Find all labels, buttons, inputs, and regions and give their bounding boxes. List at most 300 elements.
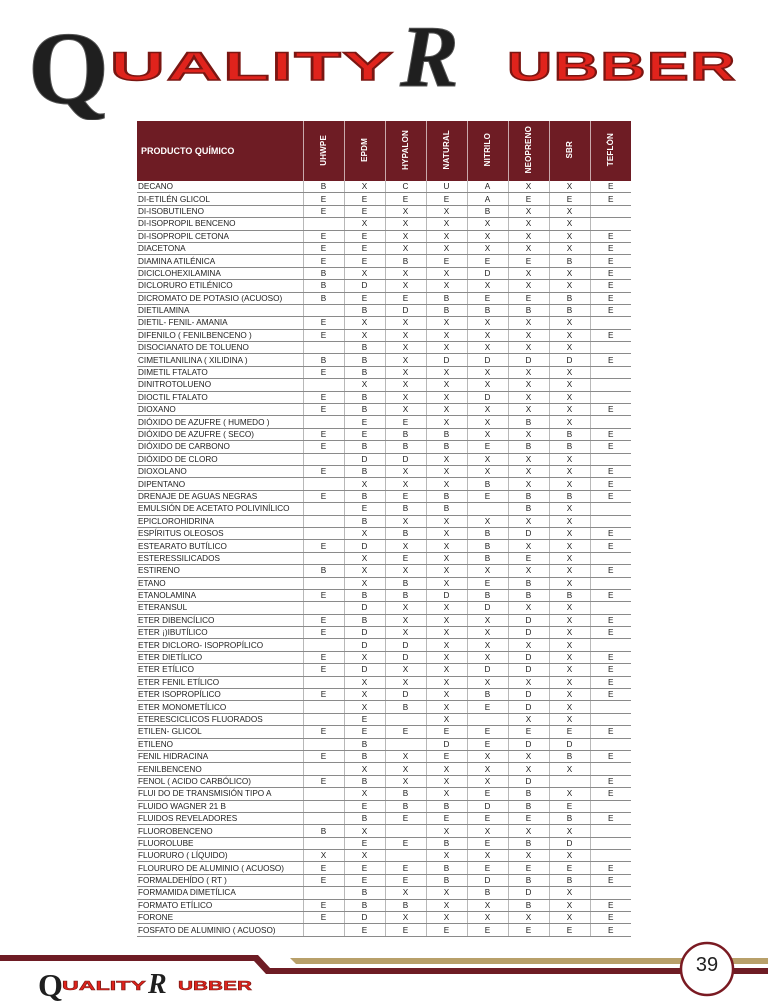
cell-nitrilo: X bbox=[467, 750, 508, 762]
cell-natural: E bbox=[426, 812, 467, 824]
cell-teflon bbox=[590, 379, 631, 391]
cell-epdm: E bbox=[344, 503, 385, 515]
cell-hypalon: E bbox=[385, 416, 426, 428]
cell-epdm: E bbox=[344, 242, 385, 254]
cell-neopreno: X bbox=[508, 366, 549, 378]
cell-uhwpe: E bbox=[303, 391, 344, 403]
cell-nitrilo: X bbox=[467, 242, 508, 254]
cell-natural: D bbox=[426, 738, 467, 750]
cell-chemical-name: DIETILAMINA bbox=[137, 304, 303, 316]
cell-sbr: X bbox=[549, 614, 590, 626]
cell-chemical-name: ETER DICLORO- ISOPROPÍLICO bbox=[137, 639, 303, 651]
cell-epdm: B bbox=[344, 812, 385, 824]
cell-epdm: X bbox=[344, 689, 385, 701]
cell-uhwpe: E bbox=[303, 465, 344, 477]
cell-chemical-name: FORMAMIDA DIMETÍLICA bbox=[137, 887, 303, 899]
cell-sbr: X bbox=[549, 230, 590, 242]
cell-uhwpe: B bbox=[303, 354, 344, 366]
cell-sbr: X bbox=[549, 181, 590, 193]
cell-sbr: X bbox=[549, 577, 590, 589]
cell-neopreno: X bbox=[508, 478, 549, 490]
cell-sbr: X bbox=[549, 267, 590, 279]
cell-nitrilo: E bbox=[467, 292, 508, 304]
cell-nitrilo: X bbox=[467, 366, 508, 378]
header-epdm: EPDM bbox=[344, 121, 385, 181]
cell-hypalon: E bbox=[385, 292, 426, 304]
cell-natural: X bbox=[426, 342, 467, 354]
cell-uhwpe: E bbox=[303, 874, 344, 886]
cell-nitrilo: E bbox=[467, 441, 508, 453]
cell-neopreno: X bbox=[508, 602, 549, 614]
cell-uhwpe: B bbox=[303, 181, 344, 193]
cell-nitrilo: A bbox=[467, 181, 508, 193]
cell-chemical-name: DECANO bbox=[137, 181, 303, 193]
cell-sbr: X bbox=[549, 651, 590, 663]
cell-teflon bbox=[590, 825, 631, 837]
cell-uhwpe bbox=[303, 788, 344, 800]
table-row bbox=[137, 577, 631, 589]
cell-nitrilo: X bbox=[467, 230, 508, 242]
table-row bbox=[137, 218, 631, 230]
cell-sbr: X bbox=[549, 391, 590, 403]
cell-nitrilo: X bbox=[467, 379, 508, 391]
logo-q-letter: Q bbox=[28, 11, 109, 120]
cell-uhwpe: E bbox=[303, 664, 344, 676]
cell-neopreno: D bbox=[508, 887, 549, 899]
cell-chemical-name: DIÓXIDO DE CLORO bbox=[137, 453, 303, 465]
cell-hypalon: E bbox=[385, 490, 426, 502]
cell-neopreno: X bbox=[508, 465, 549, 477]
table-row bbox=[137, 750, 631, 762]
table-row bbox=[137, 428, 631, 440]
cell-epdm: X bbox=[344, 329, 385, 341]
cell-hypalon: B bbox=[385, 899, 426, 911]
cell-hypalon: C bbox=[385, 181, 426, 193]
cell-nitrilo: D bbox=[467, 267, 508, 279]
cell-teflon: E bbox=[590, 255, 631, 267]
cell-chemical-name: DIOXOLANO bbox=[137, 465, 303, 477]
cell-uhwpe: B bbox=[303, 292, 344, 304]
header-uhwpe: UHWPE bbox=[303, 121, 344, 181]
cell-neopreno: D bbox=[508, 354, 549, 366]
cell-chemical-name: DIÓXIDO DE AZUFRE ( SECO) bbox=[137, 428, 303, 440]
cell-uhwpe bbox=[303, 924, 344, 936]
cell-nitrilo: B bbox=[467, 540, 508, 552]
cell-teflon: E bbox=[590, 540, 631, 552]
cell-chemical-name: DIÓXIDO DE AZUFRE ( HUMEDO ) bbox=[137, 416, 303, 428]
table-row bbox=[137, 639, 631, 651]
cell-teflon: E bbox=[590, 490, 631, 502]
cell-uhwpe: E bbox=[303, 912, 344, 924]
cell-nitrilo bbox=[467, 713, 508, 725]
cell-epdm: D bbox=[344, 639, 385, 651]
cell-sbr: X bbox=[549, 366, 590, 378]
cell-teflon: E bbox=[590, 465, 631, 477]
table-row bbox=[137, 912, 631, 924]
cell-epdm: E bbox=[344, 193, 385, 205]
cell-teflon bbox=[590, 317, 631, 329]
cell-chemical-name: DICROMATO DE POTASIO (ACUOSO) bbox=[137, 292, 303, 304]
cell-natural: D bbox=[426, 589, 467, 601]
cell-sbr: X bbox=[549, 404, 590, 416]
table-row bbox=[137, 242, 631, 254]
cell-nitrilo: D bbox=[467, 800, 508, 812]
cell-teflon bbox=[590, 342, 631, 354]
cell-uhwpe bbox=[303, 738, 344, 750]
table-row bbox=[137, 812, 631, 824]
chemical-resistance-table bbox=[137, 121, 631, 937]
cell-teflon bbox=[590, 837, 631, 849]
table-row bbox=[137, 317, 631, 329]
cell-uhwpe bbox=[303, 527, 344, 539]
cell-chemical-name: ETANO bbox=[137, 577, 303, 589]
cell-epdm: E bbox=[344, 255, 385, 267]
cell-natural: B bbox=[426, 874, 467, 886]
cell-hypalon: B bbox=[385, 701, 426, 713]
cell-chemical-name: DIOCTIL FTALATO bbox=[137, 391, 303, 403]
cell-natural: X bbox=[426, 713, 467, 725]
cell-chemical-name: DIÓXIDO DE CARBONO bbox=[137, 441, 303, 453]
cell-natural: X bbox=[426, 577, 467, 589]
cell-chemical-name: DRENAJE DE AGUAS NEGRAS bbox=[137, 490, 303, 502]
cell-nitrilo: E bbox=[467, 701, 508, 713]
cell-natural: X bbox=[426, 230, 467, 242]
cell-uhwpe bbox=[303, 478, 344, 490]
cell-natural: X bbox=[426, 825, 467, 837]
cell-uhwpe bbox=[303, 763, 344, 775]
cell-neopreno: X bbox=[508, 379, 549, 391]
cell-natural: E bbox=[426, 750, 467, 762]
cell-nitrilo: X bbox=[467, 825, 508, 837]
table-row bbox=[137, 478, 631, 490]
cell-uhwpe bbox=[303, 602, 344, 614]
cell-sbr: X bbox=[549, 342, 590, 354]
cell-sbr: X bbox=[549, 242, 590, 254]
cell-teflon bbox=[590, 577, 631, 589]
cell-neopreno: X bbox=[508, 404, 549, 416]
cell-hypalon: X bbox=[385, 329, 426, 341]
table-row bbox=[137, 342, 631, 354]
cell-sbr: X bbox=[549, 899, 590, 911]
cell-hypalon: X bbox=[385, 218, 426, 230]
table-row bbox=[137, 255, 631, 267]
cell-natural: X bbox=[426, 527, 467, 539]
cell-natural: X bbox=[426, 788, 467, 800]
table-row bbox=[137, 379, 631, 391]
cell-epdm: B bbox=[344, 490, 385, 502]
cell-chemical-name: DI-ISOPROPIL CETONA bbox=[137, 230, 303, 242]
cell-natural: B bbox=[426, 441, 467, 453]
table-row bbox=[137, 738, 631, 750]
cell-uhwpe: E bbox=[303, 899, 344, 911]
cell-epdm: X bbox=[344, 218, 385, 230]
cell-chemical-name: ETER ISOPROPÍLICO bbox=[137, 689, 303, 701]
cell-chemical-name: FOSFATO DE ALUMINIO ( ACUOSO) bbox=[137, 924, 303, 936]
table-row bbox=[137, 589, 631, 601]
cell-nitrilo: X bbox=[467, 565, 508, 577]
cell-neopreno: D bbox=[508, 689, 549, 701]
cell-neopreno: X bbox=[508, 763, 549, 775]
cell-epdm: B bbox=[344, 366, 385, 378]
cell-chemical-name: DIETIL- FENIL- AMANIA bbox=[137, 317, 303, 329]
cell-teflon: E bbox=[590, 874, 631, 886]
cell-uhwpe bbox=[303, 837, 344, 849]
cell-nitrilo: X bbox=[467, 317, 508, 329]
cell-natural: D bbox=[426, 354, 467, 366]
cell-natural: X bbox=[426, 478, 467, 490]
cell-chemical-name: FLUOROBENCENO bbox=[137, 825, 303, 837]
cell-uhwpe: B bbox=[303, 565, 344, 577]
cell-uhwpe bbox=[303, 701, 344, 713]
cell-uhwpe bbox=[303, 379, 344, 391]
cell-epdm: E bbox=[344, 292, 385, 304]
cell-nitrilo: B bbox=[467, 887, 508, 899]
cell-chemical-name: DIAMINA ATILÉNICA bbox=[137, 255, 303, 267]
cell-chemical-name: ESTERESSILICADOS bbox=[137, 552, 303, 564]
cell-sbr: X bbox=[549, 825, 590, 837]
cell-epdm: B bbox=[344, 614, 385, 626]
cell-nitrilo: D bbox=[467, 664, 508, 676]
cell-nitrilo: X bbox=[467, 280, 508, 292]
cell-epdm: B bbox=[344, 515, 385, 527]
cell-uhwpe: E bbox=[303, 230, 344, 242]
cell-epdm: D bbox=[344, 540, 385, 552]
table-row bbox=[137, 552, 631, 564]
cell-nitrilo bbox=[467, 503, 508, 515]
cell-nitrilo: X bbox=[467, 416, 508, 428]
cell-chemical-name: ETANOLAMINA bbox=[137, 589, 303, 601]
cell-sbr: B bbox=[549, 428, 590, 440]
cell-uhwpe bbox=[303, 577, 344, 589]
table-row bbox=[137, 874, 631, 886]
table-row bbox=[137, 515, 631, 527]
cell-chemical-name: FLOURURO DE ALUMINIO ( ACUOSO) bbox=[137, 862, 303, 874]
cell-teflon: E bbox=[590, 267, 631, 279]
table-row bbox=[137, 527, 631, 539]
cell-uhwpe: E bbox=[303, 255, 344, 267]
cell-epdm: X bbox=[344, 676, 385, 688]
cell-nitrilo: B bbox=[467, 552, 508, 564]
table-row bbox=[137, 800, 631, 812]
cell-sbr: X bbox=[549, 503, 590, 515]
cell-neopreno: X bbox=[508, 391, 549, 403]
cell-epdm: B bbox=[344, 304, 385, 316]
header-sbr: SBR bbox=[549, 121, 590, 181]
header-nitrilo: NITRILO bbox=[467, 121, 508, 181]
table-row bbox=[137, 614, 631, 626]
cell-chemical-name: ETERANSUL bbox=[137, 602, 303, 614]
cell-hypalon: B bbox=[385, 255, 426, 267]
cell-chemical-name: DICICLOHEXILAMINA bbox=[137, 267, 303, 279]
cell-sbr: X bbox=[549, 689, 590, 701]
cell-neopreno: B bbox=[508, 416, 549, 428]
cell-sbr: B bbox=[549, 292, 590, 304]
cell-natural: E bbox=[426, 193, 467, 205]
cell-teflon: E bbox=[590, 924, 631, 936]
cell-uhwpe: E bbox=[303, 651, 344, 663]
cell-epdm: B bbox=[344, 391, 385, 403]
cell-hypalon: B bbox=[385, 577, 426, 589]
cell-uhwpe: E bbox=[303, 490, 344, 502]
page-footer bbox=[0, 938, 768, 1005]
cell-epdm: B bbox=[344, 750, 385, 762]
cell-teflon bbox=[590, 850, 631, 862]
cell-chemical-name: DIACETONA bbox=[137, 242, 303, 254]
footer-logo-r: R bbox=[148, 969, 167, 1000]
table-row bbox=[137, 181, 631, 193]
cell-epdm: B bbox=[344, 899, 385, 911]
cell-natural: X bbox=[426, 763, 467, 775]
cell-teflon bbox=[590, 639, 631, 651]
cell-chemical-name: ESTEARATO BUTÍLICO bbox=[137, 540, 303, 552]
cell-hypalon: B bbox=[385, 800, 426, 812]
cell-nitrilo: X bbox=[467, 651, 508, 663]
cell-natural: B bbox=[426, 800, 467, 812]
cell-teflon: E bbox=[590, 912, 631, 924]
cell-neopreno: D bbox=[508, 627, 549, 639]
cell-epdm: X bbox=[344, 267, 385, 279]
cell-natural: X bbox=[426, 639, 467, 651]
cell-hypalon: X bbox=[385, 230, 426, 242]
cell-neopreno: X bbox=[508, 713, 549, 725]
cell-sbr: X bbox=[549, 453, 590, 465]
cell-epdm: B bbox=[344, 354, 385, 366]
cell-epdm: E bbox=[344, 713, 385, 725]
cell-chemical-name: DIMETIL FTALATO bbox=[137, 366, 303, 378]
cell-chemical-name: ETER DIBENCÍLICO bbox=[137, 614, 303, 626]
cell-teflon bbox=[590, 366, 631, 378]
cell-teflon: E bbox=[590, 280, 631, 292]
cell-uhwpe: E bbox=[303, 193, 344, 205]
cell-chemical-name: FENOL ( ACIDO CARBÓLICO) bbox=[137, 775, 303, 787]
cell-epdm: D bbox=[344, 453, 385, 465]
cell-uhwpe: E bbox=[303, 205, 344, 217]
cell-neopreno: D bbox=[508, 775, 549, 787]
cell-sbr: D bbox=[549, 738, 590, 750]
cell-neopreno: X bbox=[508, 181, 549, 193]
table-row bbox=[137, 651, 631, 663]
cell-chemical-name: DI-ETILÉN GLICOL bbox=[137, 193, 303, 205]
cell-epdm: B bbox=[344, 404, 385, 416]
table-row bbox=[137, 689, 631, 701]
cell-sbr: B bbox=[549, 874, 590, 886]
cell-chemical-name: ESPÍRITUS OLEOSOS bbox=[137, 527, 303, 539]
cell-epdm: E bbox=[344, 837, 385, 849]
cell-nitrilo: B bbox=[467, 205, 508, 217]
cell-nitrilo: X bbox=[467, 912, 508, 924]
cell-epdm: E bbox=[344, 416, 385, 428]
cell-epdm: E bbox=[344, 800, 385, 812]
cell-neopreno: E bbox=[508, 193, 549, 205]
cell-nitrilo: X bbox=[467, 627, 508, 639]
cell-sbr: D bbox=[549, 354, 590, 366]
cell-neopreno: B bbox=[508, 577, 549, 589]
cell-teflon: E bbox=[590, 193, 631, 205]
cell-hypalon: X bbox=[385, 664, 426, 676]
cell-natural: U bbox=[426, 181, 467, 193]
cell-natural: B bbox=[426, 292, 467, 304]
cell-natural: B bbox=[426, 490, 467, 502]
cell-teflon bbox=[590, 391, 631, 403]
cell-sbr: X bbox=[549, 379, 590, 391]
cell-uhwpe: E bbox=[303, 441, 344, 453]
cell-epdm: D bbox=[344, 664, 385, 676]
cell-uhwpe: E bbox=[303, 627, 344, 639]
cell-natural: X bbox=[426, 540, 467, 552]
cell-teflon: E bbox=[590, 862, 631, 874]
cell-natural: E bbox=[426, 924, 467, 936]
cell-epdm: E bbox=[344, 230, 385, 242]
cell-hypalon: E bbox=[385, 552, 426, 564]
table-row bbox=[137, 788, 631, 800]
cell-teflon: E bbox=[590, 230, 631, 242]
cell-sbr: X bbox=[549, 527, 590, 539]
cell-sbr: X bbox=[549, 850, 590, 862]
cell-nitrilo: D bbox=[467, 602, 508, 614]
cell-teflon: E bbox=[590, 304, 631, 316]
cell-teflon: E bbox=[590, 788, 631, 800]
cell-neopreno: X bbox=[508, 639, 549, 651]
cell-hypalon: D bbox=[385, 651, 426, 663]
cell-uhwpe bbox=[303, 416, 344, 428]
cell-nitrilo: X bbox=[467, 639, 508, 651]
table-row bbox=[137, 441, 631, 453]
cell-teflon: E bbox=[590, 478, 631, 490]
table-row bbox=[137, 354, 631, 366]
cell-natural: X bbox=[426, 614, 467, 626]
table-row bbox=[137, 726, 631, 738]
cell-chemical-name: FLUIDOS REVELADORES bbox=[137, 812, 303, 824]
table-row bbox=[137, 329, 631, 341]
cell-uhwpe: B bbox=[303, 267, 344, 279]
cell-epdm: X bbox=[344, 850, 385, 862]
cell-neopreno: B bbox=[508, 589, 549, 601]
cell-epdm: X bbox=[344, 763, 385, 775]
cell-neopreno: B bbox=[508, 837, 549, 849]
cell-neopreno: X bbox=[508, 750, 549, 762]
cell-chemical-name: FORMATO ETÍLICO bbox=[137, 899, 303, 911]
table-row bbox=[137, 304, 631, 316]
cell-nitrilo: E bbox=[467, 577, 508, 589]
cell-teflon: E bbox=[590, 329, 631, 341]
cell-hypalon: X bbox=[385, 317, 426, 329]
quality-rubber-logo bbox=[0, 0, 768, 120]
cell-sbr: E bbox=[549, 862, 590, 874]
cell-epdm: D bbox=[344, 627, 385, 639]
cell-sbr: X bbox=[549, 478, 590, 490]
header-chemical-product: PRODUCTO QUÍMICO bbox=[137, 121, 303, 181]
cell-teflon bbox=[590, 701, 631, 713]
cell-uhwpe bbox=[303, 304, 344, 316]
cell-neopreno: B bbox=[508, 899, 549, 911]
header-teflon: TEFLÓN bbox=[590, 121, 631, 181]
cell-nitrilo: X bbox=[467, 763, 508, 775]
cell-sbr: X bbox=[549, 329, 590, 341]
cell-neopreno: E bbox=[508, 552, 549, 564]
cell-hypalon: E bbox=[385, 874, 426, 886]
cell-nitrilo: E bbox=[467, 862, 508, 874]
cell-natural: X bbox=[426, 317, 467, 329]
cell-hypalon bbox=[385, 738, 426, 750]
table-row bbox=[137, 205, 631, 217]
cell-natural: X bbox=[426, 391, 467, 403]
cell-neopreno: X bbox=[508, 850, 549, 862]
cell-neopreno: E bbox=[508, 292, 549, 304]
cell-chemical-name: DIOXANO bbox=[137, 404, 303, 416]
table-row bbox=[137, 230, 631, 242]
cell-sbr: X bbox=[549, 602, 590, 614]
cell-teflon bbox=[590, 887, 631, 899]
